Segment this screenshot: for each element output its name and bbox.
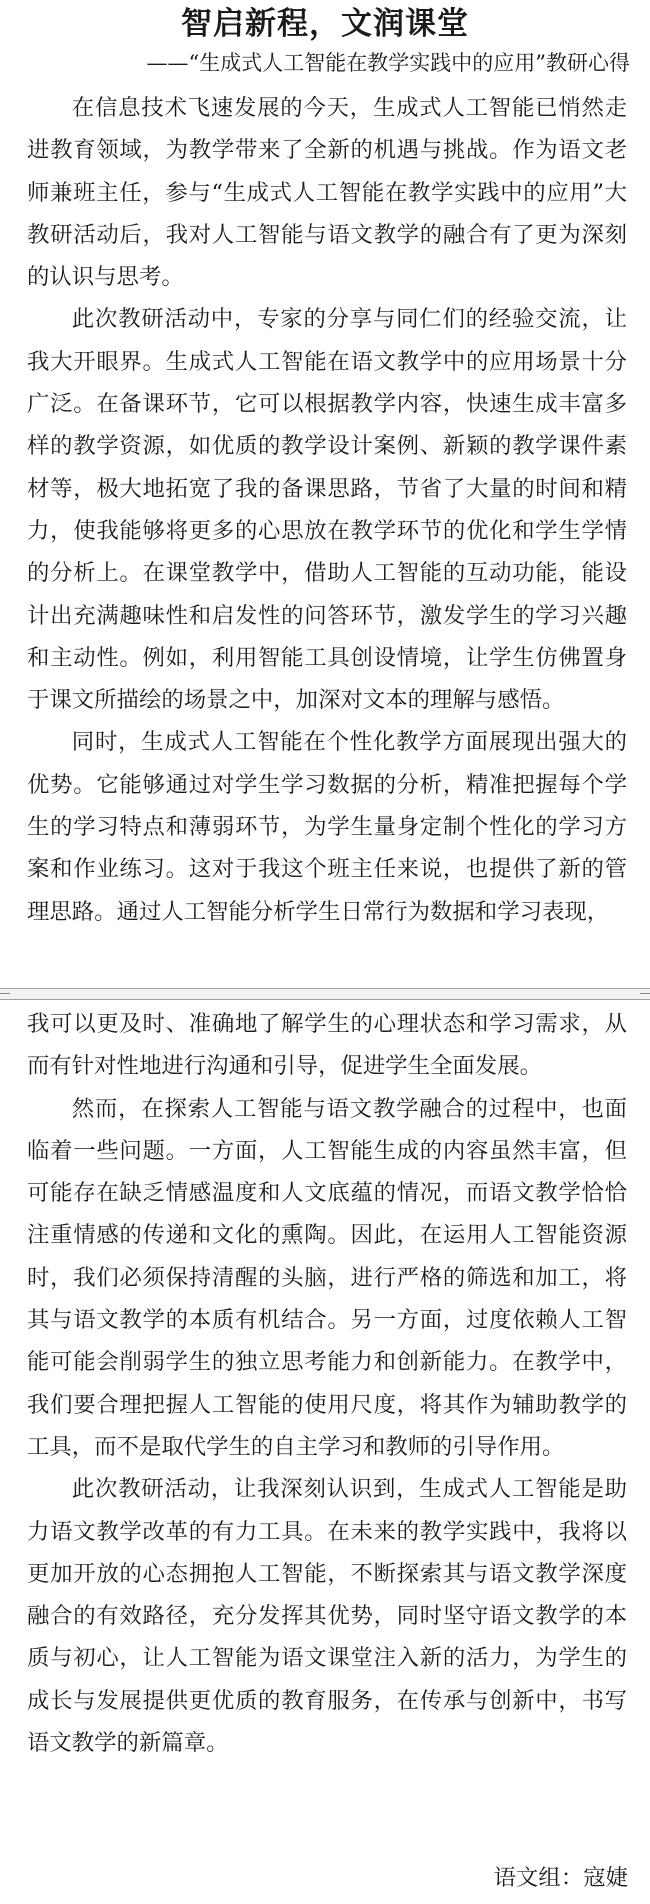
paragraph-intro: 在信息技术飞速发展的今天，生成式人工智能已悄然走进教育领域，为教学带来了全新的机遇与挑战。作为语文老师兼班主任，参与“生成式人工智能在教学实践中的应用”大教研活动后，我对人工智能与语文教学的融合有了更为深刻的认识与思考。 bbox=[27, 95, 627, 291]
body-section-second bbox=[27, 1003, 627, 1764]
page-break-divider bbox=[0, 988, 650, 1000]
paragraph-challenges: 然而，在探索人工智能与语文教学融合的过程中，也面临着一些问题。一方面，人工智能生成的内容虽然丰富，但可能存在缺乏情感温度和人文底蕴的情况，而语文教学恰恰注重情感的传递和文化的熏陶。因此，在运用人工智能资源时，我们必须保持清醒的头脑，进行严格的筛选和加工，将其与语文教学的本质有机结合。另一方面，过度依赖人工智能可能会削弱学生的独立思考能力和创新能力。在教学中，我们要合理把握人工智能的使用尺度，将其作为辅助教学的工具，而不是取代学生的自主学习和教师的引导作用。 bbox=[27, 1095, 627, 1460]
document-subtitle: ——“生成式人工智能在教学实践中的应用”教研心得 bbox=[146, 51, 630, 75]
body-section-first bbox=[27, 87, 627, 933]
paragraph-personalized: 同时，生成式人工智能在个性化教学方面展现出强大的优势。它能够通过对学生学习数据的分析，精准把握每个学生的学习特点和薄弱环节，为学生量身定制个性化的学习方案和作业练习。这对于我这个班主任来说，也提供了新的管理思路。通过人工智能分析学生日常行为数据和学习表现， bbox=[27, 729, 627, 925]
paragraph-conclusion: 此次教研活动，让我深刻认识到，生成式人工智能是助力语文教学改革的有力工具。在未来的教学实践中，我将以更加开放的心态拥抱人工智能，不断探索其与语文教学深度融合的有效路径，充分发挥其优势，同时坚守语文教学的本质与初心，让人工智能为语文课堂注入新的活力，为学生的成长与发展提供更优质的教育服务，在传承与创新中，书写语文教学的新篇章。 bbox=[27, 1476, 627, 1757]
author-signature: 语文组：寇婕 bbox=[493, 1865, 628, 1891]
page-break-left-tick bbox=[0, 993, 10, 994]
paragraph-activity: 此次教研活动中，专家的分享与同仁们的经验交流，让我大开眼界。生成式人工智能在语文教学中的应用场景十分广泛。在备课环节，它可以根据教学内容，快速生成丰富多样的教学资源，如优质的教学设计案例、新颖的教学课件素材等，极大地拓宽了我的备课思路，节省了大量的时间和精力，使我能够将更多的心思放在教学环节的优化和学生学情的分析上。在课堂教学中，借助人工智能的互动功能，能设计出充满趣味性和启发性的问答环节，激发学生的学习兴趣和主动性。例如，利用智能工具创设情境，让学生仿佛置身于课文所描绘的场景之中，加深对文本的理解与感悟。 bbox=[27, 306, 627, 714]
paragraph-personalized-continued: 我可以更及时、准确地了解学生的心理状态和学习需求，从而有针对性地进行沟通和引导，促进学生全面发展。 bbox=[27, 1011, 627, 1080]
page-break-right-tick bbox=[640, 993, 650, 994]
document-title: 智启新程，文润课堂 bbox=[181, 6, 469, 42]
